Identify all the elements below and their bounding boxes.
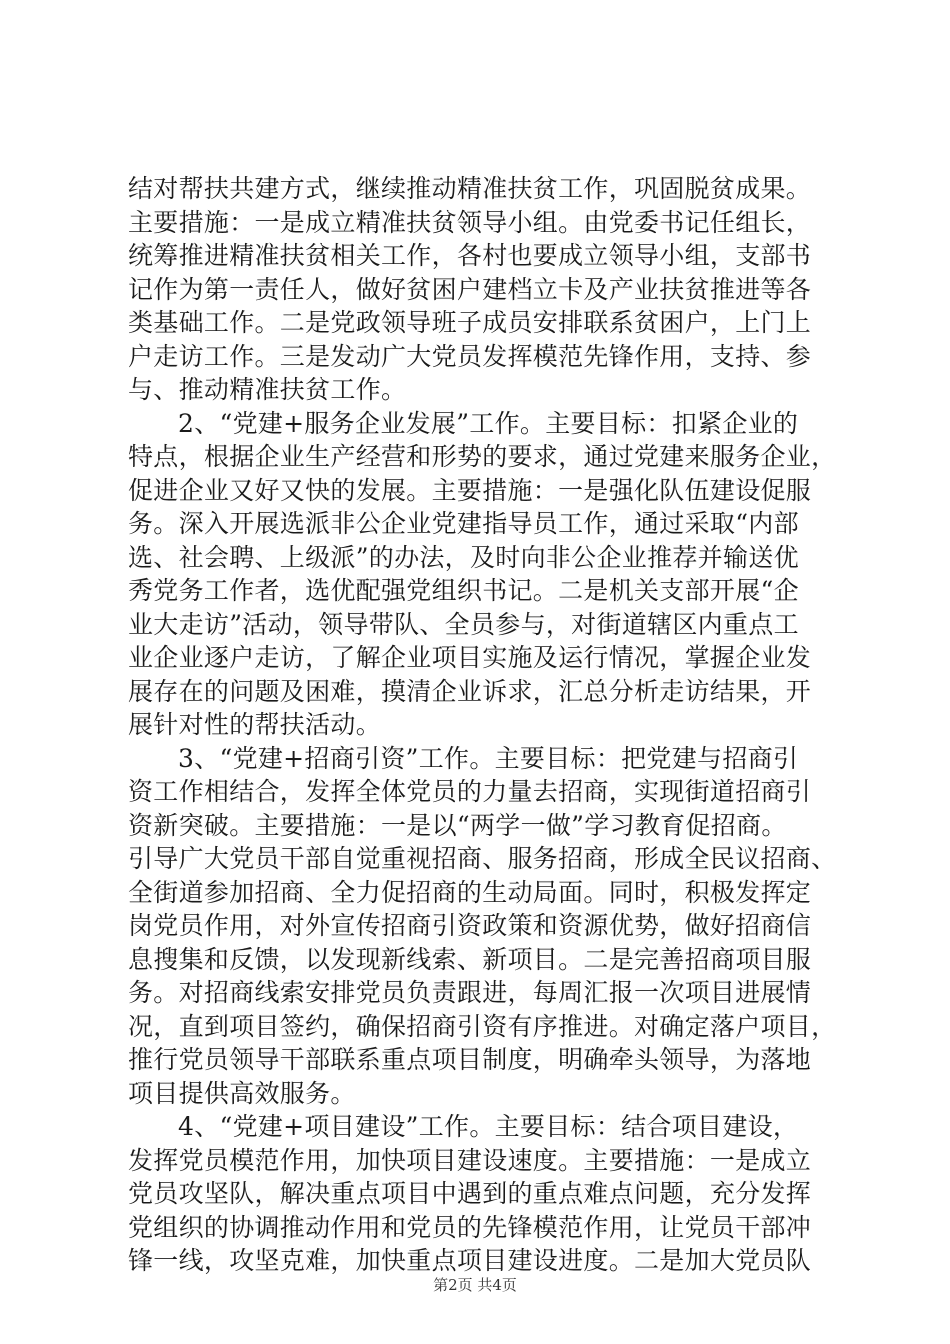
- text-line: 业大走访”活动，领导带队、全员参与，对街道辖区内重点工: [128, 609, 799, 639]
- text-line: 务。对招商线索安排党员负责跟进，每周汇报一次项目进展情: [128, 978, 812, 1007]
- text-line: 推行党员领导干部联系重点项目制度，明确牵头领导，为落地: [128, 1045, 812, 1074]
- text-line: 业企业逐户走访，了解企业项目实施及运行情况，掌握企业发: [128, 643, 812, 672]
- text-line: 2、“党建+服务企业发展”工作。主要目标：扣紧企业的: [178, 408, 799, 438]
- text-line: 特点，根据企业生产经营和形势的要求，通过党建来服务企业，: [128, 442, 837, 471]
- text-line: 岗党员作用，对外宣传招商引资政策和资源优势，做好招商信: [128, 911, 812, 940]
- text-line: 3、“党建+招商引资”工作。主要目标：把党建与招商引: [178, 743, 799, 773]
- text-line: 党组织的协调推动作用和党员的先锋模范作用，让党员干部冲: [128, 1212, 812, 1242]
- text-line: 展存在的问题及困难，摸清企业诉求，汇总分析走访结果，开: [128, 676, 812, 706]
- text-line: 促进企业又好又快的发展。主要措施：一是强化队伍建设促服: [128, 475, 812, 505]
- text-line: 全街道参加招商、全力促招商的生动局面。同时，积极发挥定: [128, 877, 812, 907]
- text-line: 务。深入开展选派非公企业党建指导员工作，通过采取“内部: [128, 509, 799, 538]
- text-line: 况，直到项目签约，确保招商引资有序推进。对确定落户项目，: [128, 1011, 837, 1041]
- text-line: 项目提供高效服务。: [128, 1078, 356, 1108]
- text-line: 主要措施：一是成立精准扶贫领导小组。由党委书记任组长，: [128, 207, 812, 237]
- text-line: 资工作相结合，发挥全体党员的力量去招商，实现街道招商引: [128, 777, 812, 806]
- text-line: 4、“党建+项目建设”工作。主要目标：结合项目建设，: [178, 1112, 799, 1141]
- text-line: 展针对性的帮扶活动。: [128, 710, 382, 739]
- text-line: 发挥党员模范作用，加快项目建设速度。主要措施：一是成立: [128, 1145, 812, 1175]
- text-line: 与、推动精准扶贫工作。: [128, 375, 407, 404]
- text-line: 记作为第一责任人，做好贫困户建档立卡及产业扶贫推进等各: [128, 274, 812, 304]
- text-line: 户走访工作。三是发动广大党员发挥模范先锋作用，支持、参: [128, 341, 812, 371]
- text-line: 息搜集和反馈，以发现新线索、新项目。二是完善招商项目服: [128, 944, 812, 974]
- text-line: 锋一线，攻坚克难，加快重点项目建设进度。二是加大党员队: [128, 1246, 812, 1275]
- text-line: 统筹推进精准扶贫相关工作，各村也要成立领导小组，支部书: [128, 241, 812, 270]
- text-line: 资新突破。主要措施：一是以“两学一做”学习教育促招商。: [128, 810, 787, 840]
- page-footer: 第2页 共4页: [433, 1276, 517, 1294]
- text-line: 选、社会聘、上级派”的办法，及时向非公企业推荐并输送优: [128, 542, 799, 572]
- body-text: [128, 172, 837, 1278]
- text-line: 秀党务工作者，选优配强党组织书记。二是机关支部开展“企: [128, 576, 799, 605]
- text-line: 党员攻坚队，解决重点项目中遇到的重点难点问题，充分发挥: [128, 1179, 812, 1208]
- text-line: 类基础工作。二是党政领导班子成员安排联系贫困户，上门上: [128, 308, 812, 337]
- text-line: 结对帮扶共建方式，继续推动精准扶贫工作，巩固脱贫成果。: [128, 174, 812, 203]
- text-line: 引导广大党员干部自觉重视招商、服务招商，形成全民议招商、: [128, 844, 837, 873]
